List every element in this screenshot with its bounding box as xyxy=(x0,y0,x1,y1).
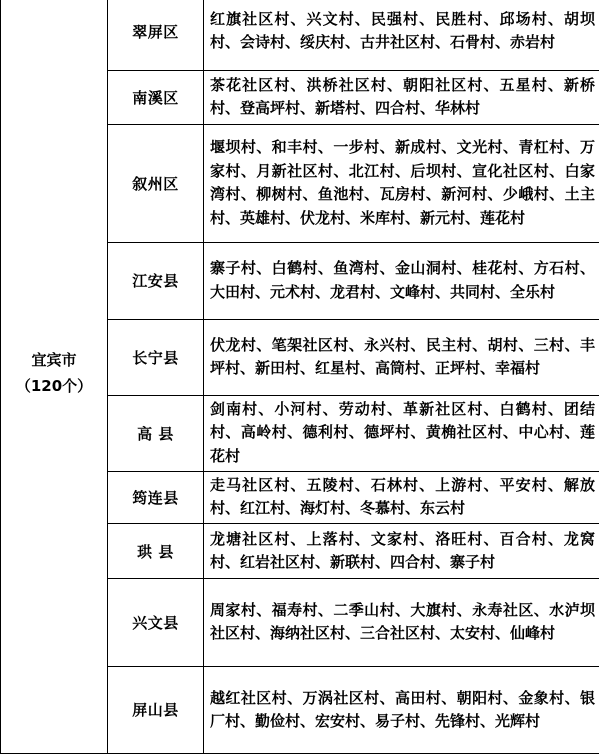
village-list: 越红社区村、万涡社区村、高田村、朝阳村、金象村、银厂村、勤俭村、宏安村、易子村、先锋村、光辉村 xyxy=(204,666,599,753)
village-list: 伏龙村、笔架社区村、永兴村、民主村、胡村、三村、丰坪村、新田村、红星村、高筒村、正坪村、幸福村 xyxy=(204,319,599,395)
district-name: 珙 县 xyxy=(108,524,204,579)
table-row xyxy=(1,0,599,70)
district-name: 筠连县 xyxy=(108,471,204,524)
district-name: 翠屏区 xyxy=(108,0,204,70)
city-name: 宜宾市 xyxy=(1,347,107,373)
village-list: 红旗社区村、兴文村、民强村、民胜村、邱场村、胡坝村、会诗村、绥庆村、古井社区村、石骨村、赤岩村 xyxy=(204,0,599,70)
city-cell xyxy=(1,0,108,754)
village-list: 周家村、福寿村、二季山村、大旗村、永寿社区、水泸坝社区村、海纳社区村、三合社区村、太安村、仙峰村 xyxy=(204,578,599,666)
district-name: 屏山县 xyxy=(108,666,204,753)
district-name: 南溪区 xyxy=(108,70,204,124)
district-name: 长宁县 xyxy=(108,319,204,395)
city-count: （120个） xyxy=(1,373,107,399)
village-list: 走马社区村、五陵村、石林村、上游村、平安村、解放村、红江村、海灯村、冬慕村、东云村 xyxy=(204,471,599,524)
village-list: 茶花社区村、洪桥社区村、朝阳社区村、五星村、新桥村、登高坪村、新塔村、四合村、华林村 xyxy=(204,70,599,124)
village-list: 剑南村、小河村、劳动村、革新社区村、白鹤村、团结村、高岭村、德利村、德坪村、黄桷社区村、中心村、莲花村 xyxy=(204,395,599,471)
district-name: 高 县 xyxy=(108,395,204,471)
village-list: 寨子村、白鹤村、鱼湾村、金山洞村、桂花村、方石村、大田村、元术村、龙君村、文峰村、共同村、全乐村 xyxy=(204,242,599,319)
district-name: 兴文县 xyxy=(108,578,204,666)
village-list: 堰坝村、和丰村、一步村、新成村、文光村、青杠村、万家村、月新社区村、北江村、后坝村、宣化社区村、白家湾村、柳树村、鱼池村、瓦房村、新河村、少峨村、土主村、英雄村、伏龙村、米库村、新元村、莲花村 xyxy=(204,124,599,242)
district-name: 江安县 xyxy=(108,242,204,319)
district-name: 叙州区 xyxy=(108,124,204,242)
village-list: 龙塘社区村、上落村、文家村、洛旺村、百合村、龙窝村、红岩社区村、新联村、四合村、寨子村 xyxy=(204,524,599,579)
